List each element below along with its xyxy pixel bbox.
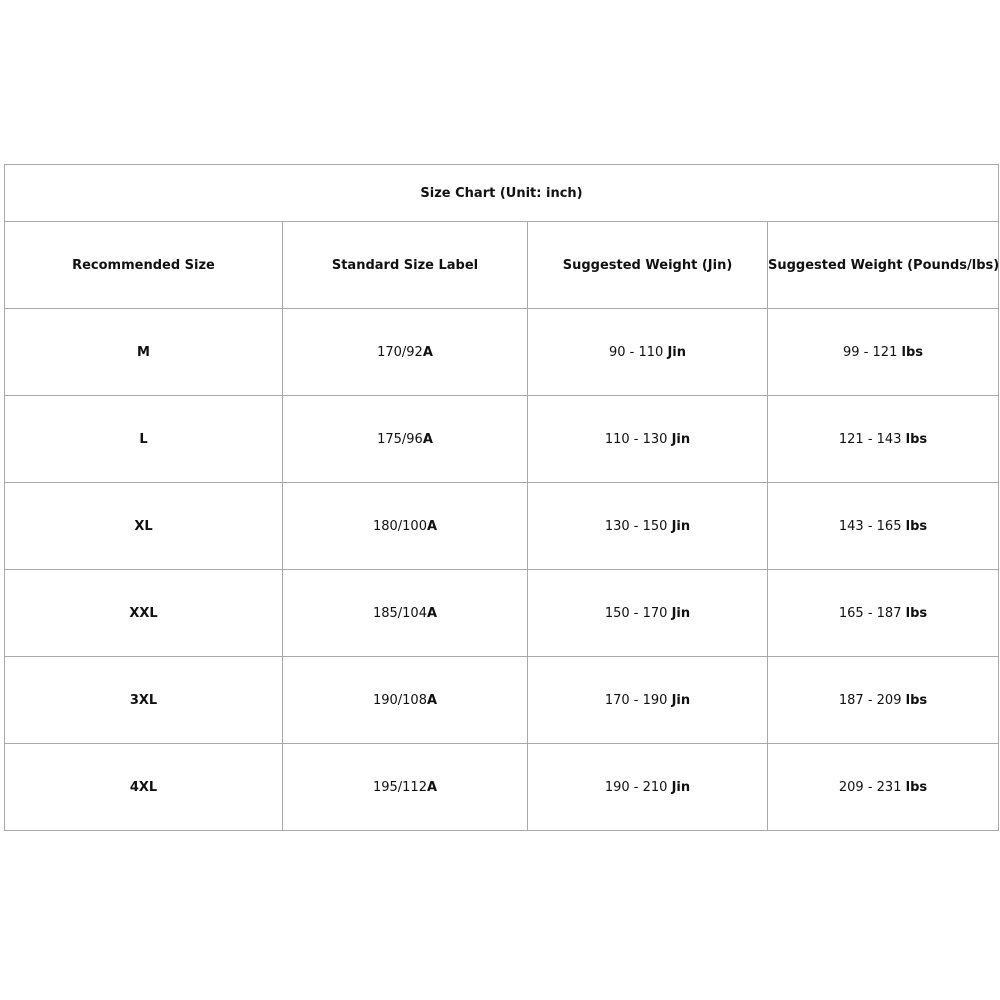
- size-cell: XL: [5, 483, 283, 570]
- weight-lbs-cell: [768, 309, 999, 396]
- header-row: [5, 222, 999, 309]
- table-title: Size Chart (Unit: inch): [5, 165, 999, 222]
- weight-lbs-range: 121 - 143: [838, 431, 902, 447]
- weight-lbs-unit: lbs: [905, 518, 928, 534]
- size-label-suffix: A: [422, 344, 433, 360]
- weight-lbs-range: 187 - 209: [838, 692, 902, 708]
- size-chart-table: [4, 164, 999, 831]
- weight-jin-cell: [528, 483, 768, 570]
- weight-lbs-unit: lbs: [901, 344, 923, 360]
- weight-jin-unit: Jin: [671, 692, 691, 708]
- header-recommended-size: Recommended Size: [5, 222, 283, 309]
- weight-jin-unit: Jin: [671, 431, 691, 447]
- size-label-suffix: A: [426, 779, 438, 795]
- table-row: [5, 309, 999, 396]
- table-row: [5, 396, 999, 483]
- table-row: [5, 657, 999, 744]
- weight-jin-range: 150 - 170: [604, 605, 668, 621]
- weight-jin-unit: Jin: [671, 518, 691, 534]
- weight-jin-cell: [528, 657, 768, 744]
- size-label-number: 180/100: [372, 518, 427, 534]
- weight-jin-range: 170 - 190: [604, 692, 668, 708]
- header-suggested-weight-lbs: Suggested Weight (Pounds/lbs): [768, 222, 999, 309]
- weight-jin-unit: Jin: [667, 344, 686, 360]
- size-label-cell: [283, 396, 528, 483]
- weight-lbs-cell: [768, 744, 999, 831]
- size-cell: 4XL: [5, 744, 283, 831]
- weight-jin-range: 90 - 110: [608, 344, 664, 360]
- size-label-suffix: A: [426, 605, 438, 621]
- size-cell: XXL: [5, 570, 283, 657]
- weight-lbs-unit: lbs: [905, 779, 928, 795]
- size-label-cell: [283, 309, 528, 396]
- size-label-cell: [283, 744, 528, 831]
- size-label-suffix: A: [426, 692, 438, 708]
- size-label-suffix: A: [422, 431, 433, 447]
- weight-jin-cell: [528, 396, 768, 483]
- weight-lbs-cell: [768, 396, 999, 483]
- weight-lbs-cell: [768, 570, 999, 657]
- weight-lbs-cell: [768, 483, 999, 570]
- size-label-number: 190/108: [372, 692, 427, 708]
- weight-lbs-unit: lbs: [905, 605, 928, 621]
- size-cell: M: [5, 309, 283, 396]
- weight-jin-range: 130 - 150: [604, 518, 668, 534]
- title-row: [5, 165, 999, 222]
- header-suggested-weight-jin: Suggested Weight (Jin): [528, 222, 768, 309]
- size-label-number: 175/96: [377, 431, 423, 447]
- table-row: [5, 570, 999, 657]
- size-label-number: 195/112: [372, 779, 427, 795]
- weight-jin-range: 110 - 130: [604, 431, 668, 447]
- size-label-suffix: A: [426, 518, 438, 534]
- size-label-number: 170/92: [377, 344, 423, 360]
- weight-lbs-range: 209 - 231: [838, 779, 902, 795]
- size-cell: L: [5, 396, 283, 483]
- size-label-number: 185/104: [372, 605, 427, 621]
- weight-jin-cell: [528, 744, 768, 831]
- weight-lbs-unit: lbs: [905, 692, 928, 708]
- weight-lbs-range: 165 - 187: [838, 605, 902, 621]
- weight-lbs-range: 99 - 121: [843, 344, 898, 360]
- size-cell: 3XL: [5, 657, 283, 744]
- weight-jin-cell: [528, 309, 768, 396]
- header-standard-size-label: Standard Size Label: [283, 222, 528, 309]
- weight-lbs-cell: [768, 657, 999, 744]
- weight-jin-range: 190 - 210: [604, 779, 668, 795]
- weight-jin-unit: Jin: [671, 779, 691, 795]
- weight-jin-unit: Jin: [671, 605, 691, 621]
- size-label-cell: [283, 483, 528, 570]
- weight-lbs-unit: lbs: [905, 431, 928, 447]
- table-row: [5, 483, 999, 570]
- weight-jin-cell: [528, 570, 768, 657]
- size-label-cell: [283, 657, 528, 744]
- table-row: [5, 744, 999, 831]
- size-label-cell: [283, 570, 528, 657]
- weight-lbs-range: 143 - 165: [838, 518, 902, 534]
